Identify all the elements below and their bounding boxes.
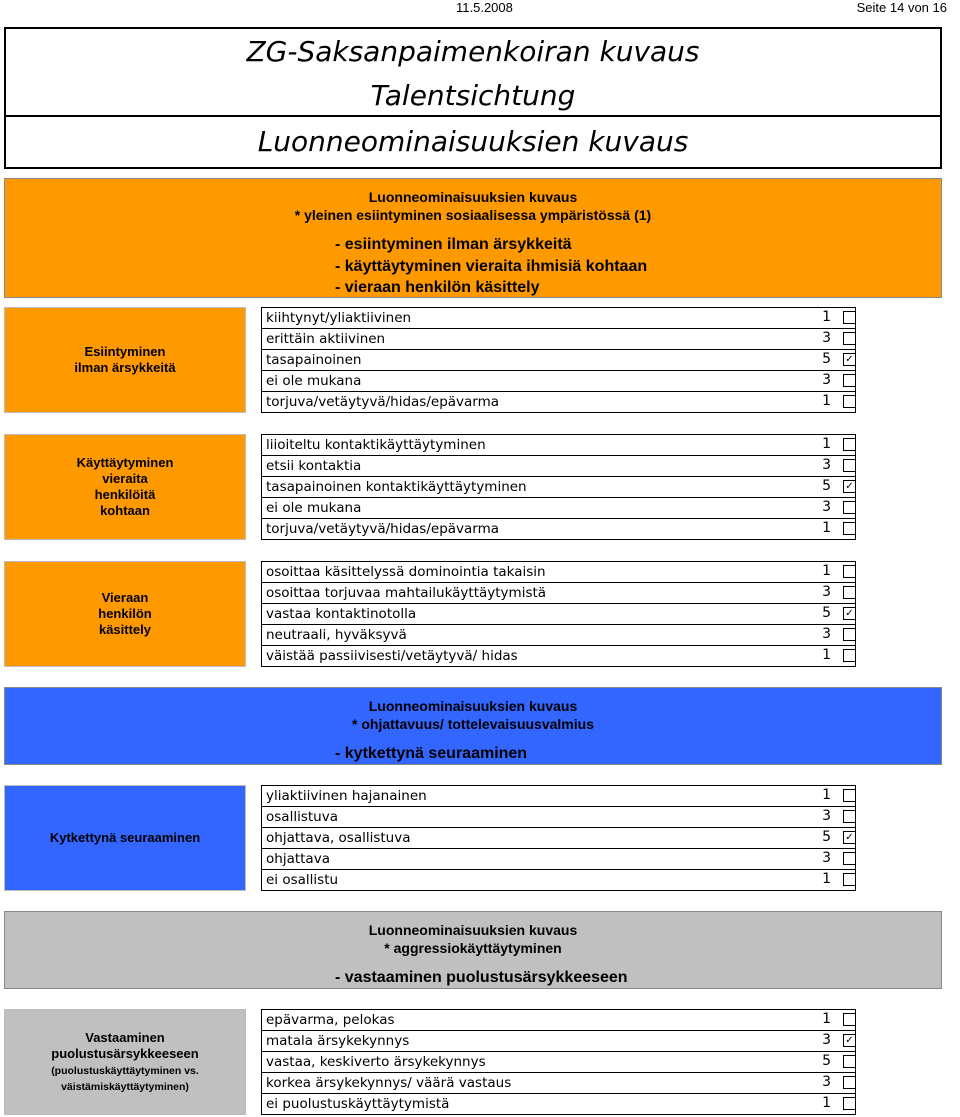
rating-row <box>261 848 857 869</box>
rating-score: 3 <box>822 1032 831 1048</box>
rating-option-text: tasapainoinen <box>261 349 856 371</box>
rating-score: 3 <box>822 808 831 824</box>
rating-checkbox[interactable] <box>843 332 856 345</box>
rating-option-text: ei puolustuskäyttäytymistä <box>261 1093 856 1115</box>
group-label-kytkettyna: Kytkettynä seuraaminen <box>4 785 246 891</box>
rating-option-text: ohjattava <box>261 848 856 870</box>
rating-score: 1 <box>822 871 831 887</box>
rating-row <box>261 349 857 370</box>
rating-option-text: epävarma, pelokas <box>261 1009 856 1031</box>
rating-checkbox[interactable] <box>843 438 856 451</box>
rating-checkbox[interactable] <box>843 311 856 324</box>
section-1-bullet: - esiintyminen ilman ärsykkeitä <box>335 236 572 253</box>
rating-checkbox[interactable] <box>843 810 856 823</box>
rating-row <box>261 603 857 624</box>
group-rows <box>261 434 857 539</box>
rating-option-text: torjuva/vetäytyvä/hidas/epävarma <box>261 518 856 540</box>
section-1-line1: Luonneominaisuuksien kuvaus <box>368 189 578 205</box>
rating-row <box>261 370 857 391</box>
group-label-kayttaytyminen: Käyttäytyminen vieraita henkilöitä kohtaan <box>4 434 246 540</box>
rating-row <box>261 582 857 603</box>
rating-checkbox[interactable] <box>843 1097 856 1110</box>
rating-option-text: ohjattava, osallistuva <box>261 827 856 849</box>
rating-option-text: matala ärsykekynnys <box>261 1030 856 1052</box>
page-number: Seite 14 von 16 <box>856 0 947 15</box>
rating-row <box>261 1093 857 1114</box>
rating-score: 5 <box>822 478 831 494</box>
section-1-bullet: - vieraan henkilön käsittely <box>335 279 540 296</box>
rating-score: 3 <box>822 330 831 346</box>
rating-checkbox[interactable] <box>843 395 856 408</box>
rating-score: 5 <box>822 605 831 621</box>
main-title: ZG-Saksanpaimenkoiran kuvaus <box>246 35 700 68</box>
rating-score: 3 <box>822 1074 831 1090</box>
sub-title: Talentsichtung <box>370 79 576 112</box>
rating-score: 3 <box>822 584 831 600</box>
section-title: Luonneominaisuuksien kuvaus <box>257 125 689 158</box>
group-note: (puolustuskäyttäytyminen vs. <box>51 1065 199 1077</box>
section-1-bullet: - käyttäytyminen vieraita ihmisiä kohtaan <box>335 258 648 275</box>
rating-row <box>261 391 857 412</box>
rating-option-text: väistää passiivisesti/vetäytyvä/ hidas <box>261 645 856 667</box>
group-rows <box>261 307 857 412</box>
group-note: väistämiskäyttäytyminen) <box>61 1081 189 1093</box>
rating-row <box>261 497 857 518</box>
rating-score: 3 <box>822 626 831 642</box>
rating-score: 1 <box>822 1011 831 1027</box>
rating-option-text: vastaa kontaktinotolla <box>261 603 856 625</box>
rating-checkbox[interactable] <box>843 501 856 514</box>
group-label-vieraan: Vieraan henkilön käsittely <box>4 561 246 667</box>
rating-row <box>261 1051 857 1072</box>
rating-score: 1 <box>822 563 831 579</box>
rating-option-text: ei osallistu <box>261 869 856 891</box>
group-label-esiintyminen: Esiintyminen ilman ärsykkeitä <box>4 307 246 413</box>
rating-row <box>261 1072 857 1093</box>
rating-option-text: kiihtynyt/yliaktiivinen <box>261 307 856 329</box>
rating-row <box>261 827 857 848</box>
rating-score: 1 <box>822 1095 831 1111</box>
print-date: 11.5.2008 <box>456 0 513 15</box>
rating-score: 5 <box>822 829 831 845</box>
rating-checkbox[interactable] <box>843 522 856 535</box>
rating-score: 1 <box>822 393 831 409</box>
section-3-line1: Luonneominaisuuksien kuvaus <box>368 922 578 938</box>
rating-checkbox[interactable] <box>843 873 856 886</box>
section-title-box <box>4 115 942 169</box>
rating-option-text: torjuva/vetäytyvä/hidas/epävarma <box>261 391 856 413</box>
rating-row <box>261 518 857 539</box>
rating-row <box>261 645 857 666</box>
section-2-header <box>4 687 942 765</box>
rating-row <box>261 1009 857 1030</box>
rating-option-text: neutraali, hyväksyvä <box>261 624 856 646</box>
rating-row <box>261 624 857 645</box>
rating-option-text: erittäin aktiivinen <box>261 328 856 350</box>
rating-checkbox[interactable] <box>843 459 856 472</box>
rating-row <box>261 455 857 476</box>
rating-option-text: tasapainoinen kontaktikäyttäytyminen <box>261 476 856 498</box>
rating-option-text: osallistuva <box>261 806 856 828</box>
section-2-line1: Luonneominaisuuksien kuvaus <box>368 698 578 714</box>
rating-checkbox[interactable]: ✓ <box>843 353 856 366</box>
rating-row <box>261 785 857 806</box>
rating-row <box>261 328 857 349</box>
rating-checkbox[interactable] <box>843 1013 856 1026</box>
rating-checkbox[interactable] <box>843 649 856 662</box>
rating-checkbox[interactable]: ✓ <box>843 480 856 493</box>
rating-option-text: osoittaa torjuvaa mahtailukäyttäytymistä <box>261 582 856 604</box>
rating-option-text: yliaktiivinen hajanainen <box>261 785 856 807</box>
rating-option-text: korkea ärsykekynnys/ väärä vastaus <box>261 1072 856 1094</box>
rating-row <box>261 806 857 827</box>
rating-option-text: ei ole mukana <box>261 370 856 392</box>
title-box <box>4 27 942 117</box>
section-3-header <box>4 911 942 989</box>
rating-option-text: liioiteltu kontaktikäyttäytyminen <box>261 434 856 456</box>
rating-score: 1 <box>822 520 831 536</box>
rating-row <box>261 561 857 582</box>
group-rows <box>261 561 857 666</box>
section-2-bullet: - kytkettynä seuraaminen <box>335 745 528 762</box>
rating-score: 3 <box>822 372 831 388</box>
rating-checkbox[interactable]: ✓ <box>843 607 856 620</box>
rating-option-text: osoittaa käsittelyssä dominointia takaisin <box>261 561 856 583</box>
rating-checkbox[interactable]: ✓ <box>843 831 856 844</box>
rating-score: 3 <box>822 457 831 473</box>
rating-score: 3 <box>822 850 831 866</box>
rating-score: 5 <box>822 1053 831 1069</box>
rating-checkbox[interactable] <box>843 1055 856 1068</box>
rating-checkbox[interactable] <box>843 374 856 387</box>
rating-checkbox[interactable] <box>843 565 856 578</box>
group-rows <box>261 785 857 890</box>
rating-row <box>261 869 857 890</box>
rating-option-text: ei ole mukana <box>261 497 856 519</box>
rating-option-text: vastaa, keskiverto ärsykekynnys <box>261 1051 856 1073</box>
rating-row <box>261 307 857 328</box>
rating-checkbox[interactable] <box>843 1076 856 1089</box>
rating-score: 1 <box>822 787 831 803</box>
rating-score: 1 <box>822 309 831 325</box>
section-2-line2: * ohjattavuus/ tottelevaisuusvalmius <box>352 716 594 732</box>
section-1-line2: * yleinen esiintyminen sosiaalisessa ympäristössä (1) <box>294 207 652 223</box>
rating-row <box>261 476 857 497</box>
group-label-vastaaminen: Vastaaminen puolustusärsykkeeseen (puolustuskäyttäytyminen vs. väistämiskäyttäytyminen) <box>4 1009 246 1115</box>
rating-checkbox[interactable] <box>843 628 856 641</box>
rating-score: 5 <box>822 351 831 367</box>
rating-row <box>261 1030 857 1051</box>
rating-checkbox[interactable]: ✓ <box>843 1034 856 1047</box>
rating-checkbox[interactable] <box>843 586 856 599</box>
section-1-header <box>4 178 942 298</box>
group-rows <box>261 1009 857 1114</box>
rating-row <box>261 434 857 455</box>
rating-option-text: etsii kontaktia <box>261 455 856 477</box>
section-3-line2: * aggressiokäyttäytyminen <box>384 940 562 956</box>
rating-score: 3 <box>822 499 831 515</box>
rating-score: 1 <box>822 647 831 663</box>
rating-checkbox[interactable] <box>843 789 856 802</box>
section-3-bullet: - vastaaminen puolustusärsykkeeseen <box>335 969 628 986</box>
rating-checkbox[interactable] <box>843 852 856 865</box>
rating-score: 1 <box>822 436 831 452</box>
